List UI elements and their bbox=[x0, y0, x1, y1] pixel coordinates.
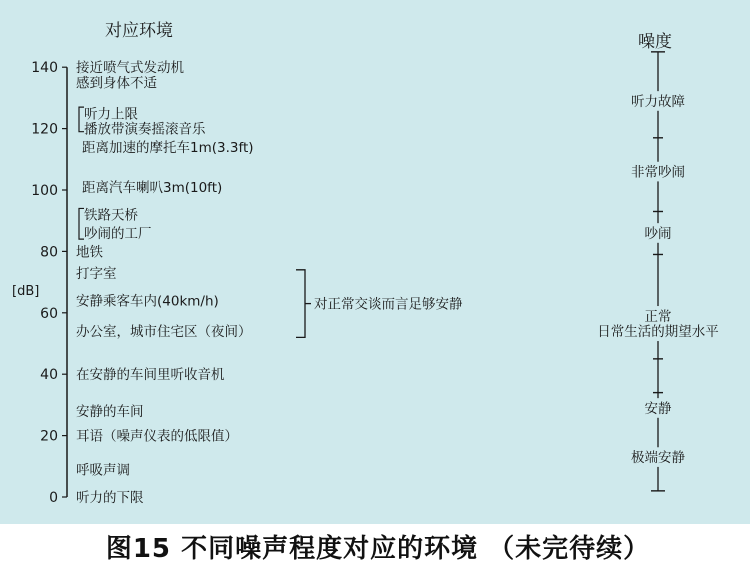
axis-tick-label: 0 bbox=[49, 490, 58, 506]
noise-level-label: 日常生活的期望水平 bbox=[597, 324, 719, 341]
environment-label: 距离汽车喇叭3m(10ft) bbox=[82, 179, 223, 196]
environment-label: 办公室，城市住宅区（夜间） bbox=[76, 324, 252, 341]
right-title: 噪度 bbox=[638, 32, 672, 52]
environment-label: 打字室 bbox=[76, 265, 117, 282]
axis-tick-label: 80 bbox=[40, 244, 58, 261]
noise-level-label: 安静 bbox=[644, 400, 672, 417]
environment-label: 耳语（噪声仪表的低限值） bbox=[76, 428, 238, 445]
noise-level-label: 极端安静 bbox=[631, 450, 685, 467]
axis-tick-label: 100 bbox=[31, 183, 58, 199]
axis-tick-label: 60 bbox=[40, 305, 58, 322]
noise-level-label: 正常 bbox=[644, 308, 672, 325]
environment-label: 呼吸声调 bbox=[76, 462, 130, 479]
conversation-bracket bbox=[296, 270, 305, 338]
environment-label: 铁路天桥 bbox=[84, 207, 138, 224]
conversation-bracket-label: 对正常交谈而言足够安静 bbox=[314, 296, 463, 313]
environment-label: 感到身体不适 bbox=[76, 75, 157, 92]
environment-label: 听力上限 bbox=[84, 106, 138, 123]
left-title: 对应环境 bbox=[105, 21, 173, 41]
environment-label: 吵闹的工厂 bbox=[84, 225, 152, 242]
environment-label: 安静乘客车内(40km/h) bbox=[76, 293, 219, 310]
noise-level-label: 听力故障 bbox=[631, 93, 685, 110]
figure-caption: 图15 不同噪声程度对应的环境 （未完待续） bbox=[105, 534, 651, 564]
unit-label: [dB] bbox=[12, 284, 40, 299]
environment-label: 安静的车间 bbox=[76, 404, 144, 421]
environment-label: 地铁 bbox=[76, 244, 103, 261]
environment-label: 接近喷气式发动机 bbox=[76, 60, 184, 77]
axis-tick-label: 140 bbox=[31, 60, 58, 77]
environment-label: 听力的下限 bbox=[76, 490, 144, 506]
noise-level-label: 吵闹 bbox=[644, 225, 672, 242]
noise-level-label: 非常吵闹 bbox=[631, 164, 685, 181]
axis-tick-label: 20 bbox=[40, 428, 58, 445]
environment-label: 播放带演奏摇滚音乐 bbox=[84, 121, 206, 138]
axis-tick-label: 120 bbox=[31, 121, 58, 138]
environment-label: 在安静的车间里听收音机 bbox=[76, 367, 225, 384]
environment-label: 距离加速的摩托车1m(3.3ft) bbox=[82, 140, 254, 157]
axis-tick-label: 40 bbox=[40, 367, 58, 384]
